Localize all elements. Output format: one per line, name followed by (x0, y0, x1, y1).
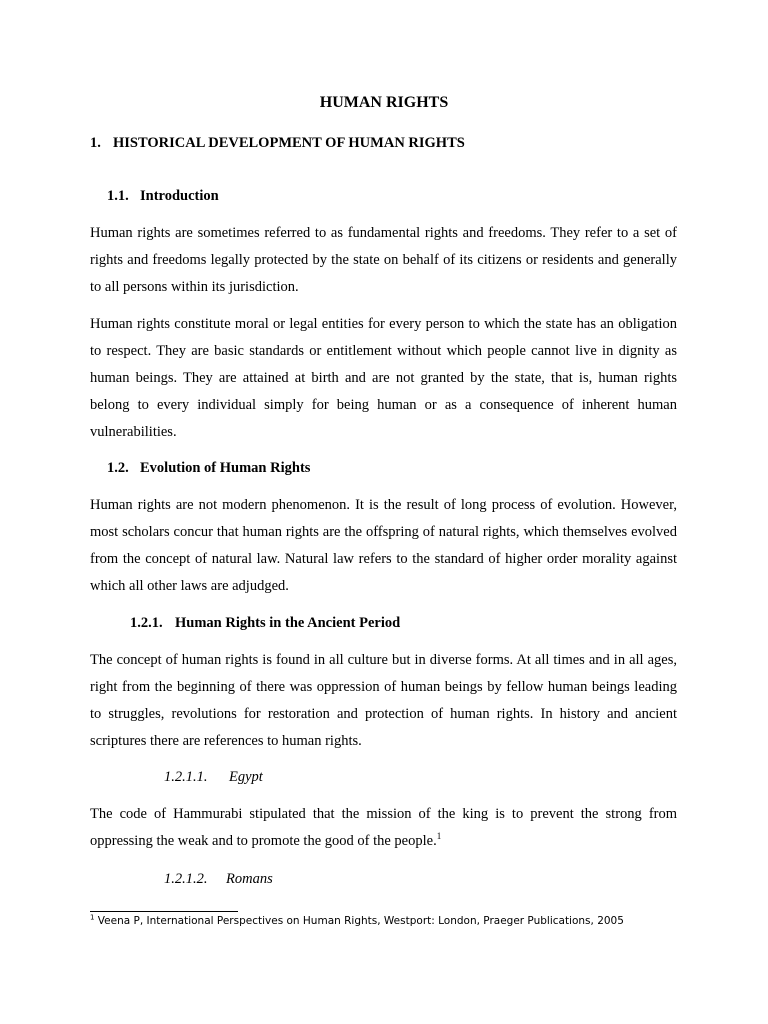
footnote-marker: 1 (90, 913, 95, 922)
footnote-text: Veena P, International Perspectives on Human Rights, Westport: London, Praeger Publications, 2005 (94, 915, 624, 927)
section-1-2-1-2-heading (164, 871, 273, 888)
document-title: HUMAN RIGHTS (319, 94, 449, 111)
section-1-2-1-heading (130, 615, 400, 632)
footnote-reference[interactable]: 1 (436, 831, 442, 842)
section-1-2-1-2-title: Romans (226, 871, 273, 887)
section-1-2-heading (107, 460, 310, 477)
section-1-title: HISTORICAL DEVELOPMENT OF HUMAN RIGHTS (113, 135, 465, 151)
section-1-2-1-1-title: Egypt (229, 769, 263, 785)
section-1-2-title: Evolution of Human Rights (140, 460, 311, 476)
section-1-2-1-number: 1.2.1. (130, 615, 163, 631)
intro-paragraph-1: Human rights are sometimes referred to as fundamental rights and freedoms. They refer to a set of rights and freedoms legally protected by the state on behalf of its citizens or residents and generally to all persons within its jurisdiction. (90, 225, 677, 295)
section-1-2-1-title: Human Rights in the Ancient Period (175, 615, 401, 631)
section-1-2-number: 1.2. (107, 460, 129, 476)
egypt-paragraph-text: The code of Hammurabi stipulated that the mission of the king is to prevent the strong from oppressing the weak and to promote the good of the people. (90, 806, 677, 849)
section-1-1-heading (107, 188, 219, 205)
section-1-2-1-1-heading (164, 769, 263, 786)
footnote-separator (90, 911, 238, 912)
egypt-paragraph (90, 801, 677, 855)
ancient-period-paragraph: The concept of human rights is found in all culture but in diverse forms. At all times and in all ages, right from the beginning of there was oppression of human beings by fellow human beings leading to struggles, revolutions for restoration and protection of human rights. In history and ancient scriptures there are references to human rights. (90, 652, 677, 749)
section-1-1-title: Introduction (140, 188, 219, 204)
section-1-1-number: 1.1. (107, 188, 129, 204)
evolution-paragraph: Human rights are not modern phenomenon. It is the result of long process of evolution. However, most scholars concur that human rights are the offspring of natural rights, which themselves evolved from the concept of natural law. Natural law refers to the standard of higher order morality against which all other laws are adjudged. (90, 497, 677, 594)
section-1-number: 1. (90, 135, 101, 151)
section-1-2-1-1-number: 1.2.1.1. (164, 769, 208, 785)
intro-paragraph-2: Human rights constitute moral or legal entities for every person to which the state has an obligation to respect. They are basic standards or entitlement without which people cannot live in dignity as human beings. They are attained at birth and are not granted by the state, that is, human rights belong to every individual simply for being human or as a consequence of inherent human vulnerabilities. (90, 316, 677, 440)
section-1-heading (90, 135, 465, 152)
footnote (90, 915, 624, 927)
section-1-2-1-2-number: 1.2.1.2. (164, 871, 208, 887)
